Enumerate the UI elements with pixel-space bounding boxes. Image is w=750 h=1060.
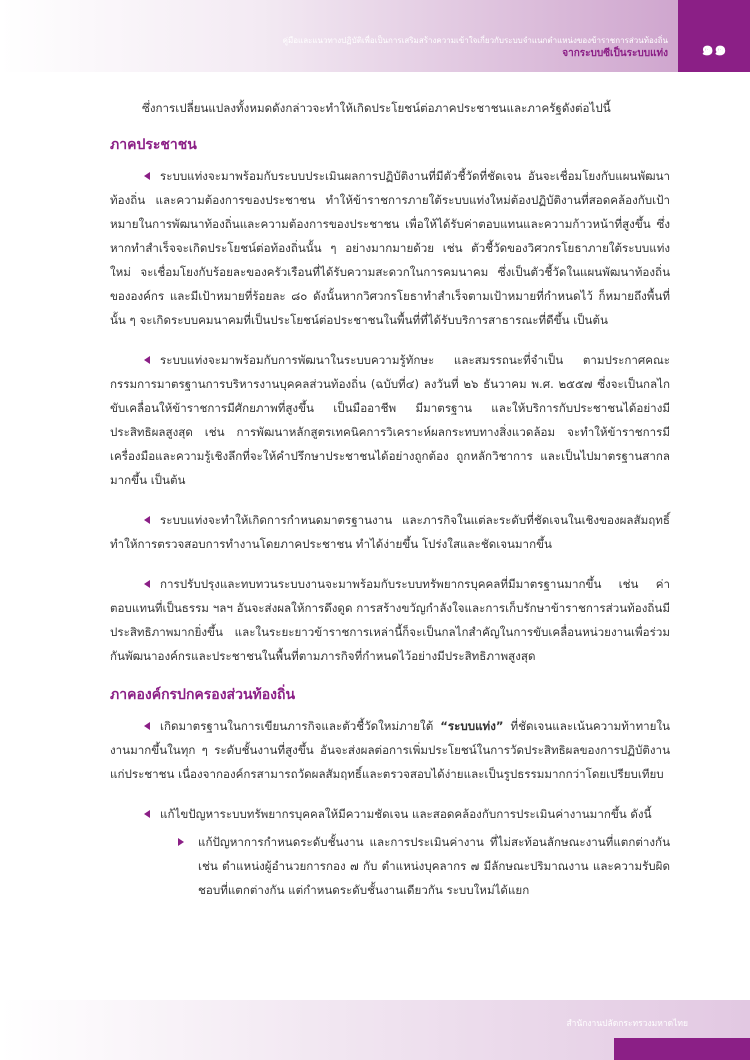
bullet-arrow-icon xyxy=(144,172,150,180)
page-number: ๑๑ xyxy=(678,0,750,72)
bullet-text: ระบบแท่งจะมาพร้อมกับการพัฒนาในระบบความรู้ทักษะ และสมรรถนะที่จำเป็น ตามประกาศคณะกรรมการมาตรฐานการบริหารงานบุคคลส่วนท้องถิ่น (ฉบับที่๔) ลงวันที่ ๒๖ ธันวาคม พ.ศ. ๒๕๕๗ ซึ่งจะเป็นกลไกขับเคลื่อนให้ข้าราชการมีศักยภาพที่สูงขึ้น เป็นมืออาชีพ มีมาตรฐาน และให้บริการกับประชาชนได้อย่างมีประสิทธิผลสูงสุด เช่น การพัฒนาหลักสูตรเทคนิคการวิเคราะห์ผลกระทบทางสิ่งแวดล้อม จะทำให้ข้าราชการมีเครื่องมือและความรู้เชิงลึกที่จะให้คำปรึกษาประชาชนได้อย่างถูกต้อง ถูกหลักวิชาการ และเป็นไปมาตรฐานสากลมากขึ้น เป็นต้น xyxy=(110,353,670,487)
bullet-paragraph xyxy=(110,572,670,668)
bullet-text-before: เกิดมาตรฐานในการเขียนภารกิจและตัวชี้วัดใหม่ภายใต้ xyxy=(160,719,441,733)
bullet-arrow-icon xyxy=(144,722,150,730)
bullet-text: ระบบแท่งจะทำให้เกิดการกำหนดมาตรฐานงาน และภารกิจในแต่ละระดับที่ชัดเจนในเชิงของผลสัมฤทธิ์ทำให้การตรวจสอบการทำงานโดยภาคประชาชน ทำได้ง่ายขึ้น โปร่งใสและชัดเจนมากขึ้น xyxy=(110,513,670,551)
sub-bullet-arrow-icon xyxy=(178,838,184,846)
bullet-text: ระบบแท่งจะมาพร้อมกับระบบประเมินผลการปฏิบัติงานที่มีตัวชี้วัดที่ชัดเจน อันจะเชื่อมโยงกับแผนพัฒนาท้องถิ่น และความต้องการของประชาชน ทำให้ข้าราชการภายใต้ระบบแท่งใหม่ต้องปฏิบัติงานที่สอดคล้องกับเป้าหมายในการพัฒนาท้องถิ่นและความต้องการของประชาชน เพื่อให้ได้รับค่าตอบแทนและความก้าวหน้าที่สูงขึ้น ซึ่งหากทำสำเร็จจะเกิดประโยชน์ต่อท้องถิ่นนั้น ๆ อย่างมากมายด้วย เช่น ตัวชี้วัดของวิศวกรโยธาภายใต้ระบบแท่งใหม่ จะเชื่อมโยงกับร้อยละของครัวเรือนที่ได้รับความสะดวกในการคมนาคม ซึ่งเป็นตัวชี้วัดในแผนพัฒนาท้องถิ่นขององค์กร และมีเป้าหมายที่ร้อยละ ๘๐ ดังนั้นหากวิศวกรโยธาทำสำเร็จตามเป้าหมายที่กำหนดไว้ ก็หมายถึงพื้นที่นั้น ๆ จะเกิดระบบคมนาคมที่เป็นประโยชน์ต่อประชาชนในพื้นที่ที่ได้รับบริการสาธารณะที่ดีขึ้น เป็นต้น xyxy=(110,169,670,327)
sub-bullet-paragraph xyxy=(178,830,670,902)
sub-bullet-text: แก้ปัญหาการกำหนดระดับชั้นงาน และการประเมินค่างาน ที่ไม่สะท้อนลักษณะงานที่แตกต่างกัน เช่น ตำแหน่งผู้อำนวยการกอง ๗ กับ ตำแหน่งบุคลากร ๗ มีลักษณะปริมาณงาน และความรับผิดชอบที่แตกต่างกัน แต่กำหนดระดับชั้นงานเดียวกัน ระบบใหม่ได้แยก xyxy=(198,835,670,897)
bullet-text: แก้ไขปัญหาระบบทรัพยากรบุคคลให้มีความชัดเจน และสอดคล้องกับการประเมินค่างานมากขึ้น ดังนี้ xyxy=(160,807,652,821)
footer-tab xyxy=(614,1038,750,1060)
bullet-paragraph xyxy=(110,714,670,786)
bullet-paragraph xyxy=(110,508,670,556)
header-subtitle: คู่มือและแนวทางปฏิบัติเพื่อเป็นการเสริมสร้างความเข้าใจเกี่ยวกับระบบจำแนกตำแหน่งของข้าราชการส่วนท้องถิ่น xyxy=(282,36,668,45)
bullet-paragraph xyxy=(110,802,670,826)
bullet-arrow-icon xyxy=(144,356,150,364)
header-title: จากระบบซีเป็นระบบแท่ง xyxy=(562,48,668,59)
footer-text: สำนักงานปลัดกระทรวงมหาดไทย xyxy=(566,1019,688,1029)
bullet-arrow-icon xyxy=(144,516,150,524)
bullet-arrow-icon xyxy=(144,810,150,818)
bullet-text: การปรับปรุงและทบทวนระบบงานจะมาพร้อมกับระบบทรัพยากรบุคคลที่มีมาตรฐานมากขึ้น เช่น ค่าตอบแทนที่เป็นธรรม ฯลฯ อันจะส่งผลให้การดึงดูด การสร้างขวัญกำลังใจและการเก็บรักษาข้าราชการส่วนท้องถิ่นมีประสิทธิภาพมากยิ่งขึ้น และในระยะยาวข้าราชการเหล่านี้ก็จะเป็นกลไกสำคัญในการขับเคลื่อนหน่วยงานเพื่อร่วมกันพัฒนาองค์กรและประชาชนในพื้นที่ตามภารกิจที่กำหนดไว้อย่างมีประสิทธิภาพสูงสุด xyxy=(110,577,670,663)
intro-paragraph: ซึ่งการเปลี่ยนแปลงทั้งหมดดังกล่าวจะทำให้เกิดประโยชน์ต่อภาคประชาชนและภาครัฐดังต่อไปนี้ xyxy=(142,101,611,115)
bullet-strong-term: “ระบบแท่ง” xyxy=(440,719,504,733)
section-heading-public: ภาคประชาชน xyxy=(110,137,197,153)
bullet-arrow-icon xyxy=(144,580,150,588)
page-content xyxy=(110,96,670,902)
bullet-text-after: ที่ชัดเจนและเน้นความท้าทายในงานมากขึ้นในทุก ๆ ระดับชั้นงานที่สูงขึ้น อันจะส่งผลต่อการเพิ่มประโยชน์ในการวัดประสิทธิผลของการปฏิบัติงานแก่ประชาชน เนื่องจากองค์กรสามารถวัดผลสัมฤทธิ์และตรวจสอบได้ง่ายและเป็นรูปธรรมมากกว่าโดยเปรียบเทียบ xyxy=(110,719,670,781)
bullet-paragraph xyxy=(110,164,670,332)
section-heading-local: ภาคองค์กรปกครองส่วนท้องถิ่น xyxy=(110,687,296,703)
bullet-paragraph xyxy=(110,348,670,492)
